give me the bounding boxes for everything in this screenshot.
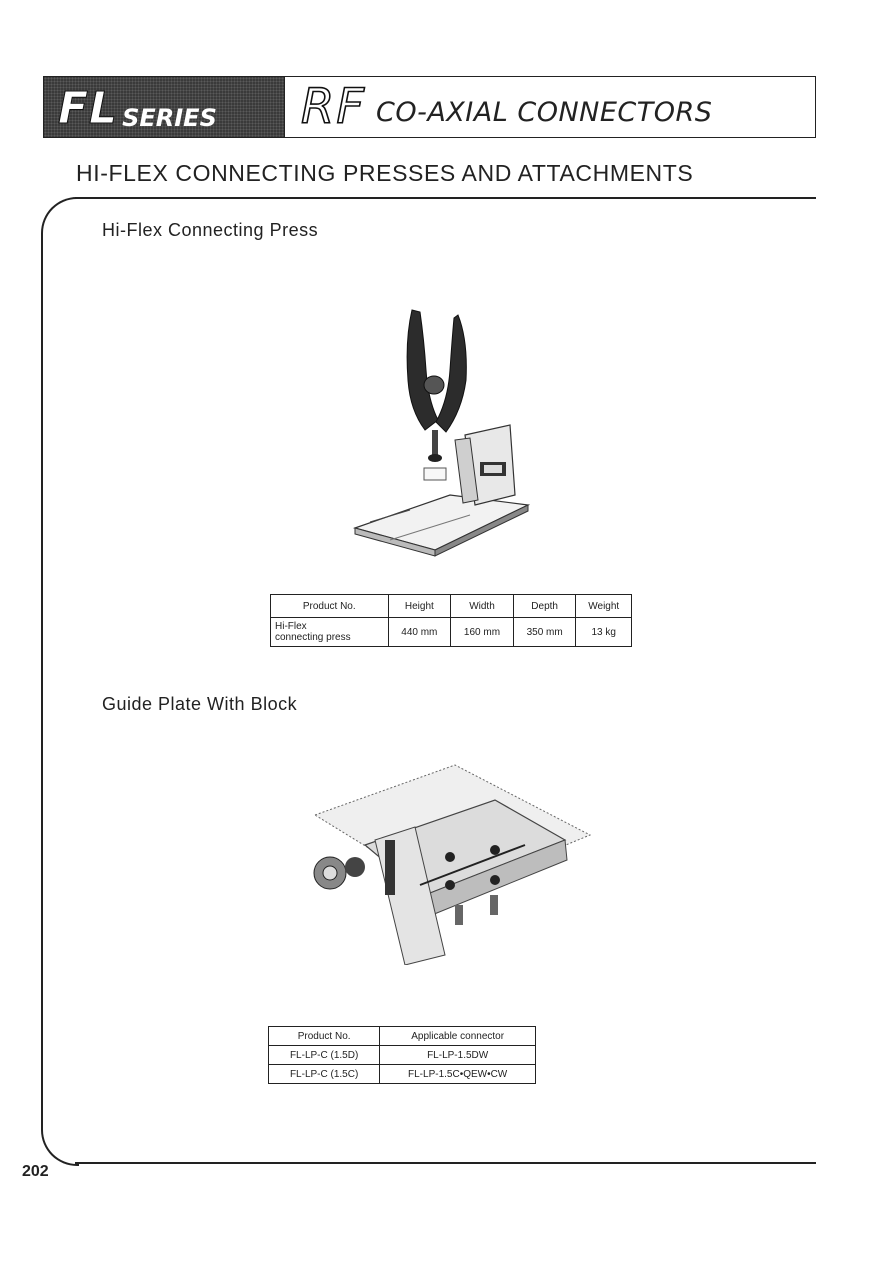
col-header: Product No. xyxy=(271,595,389,618)
press-title: Hi-Flex Connecting Press xyxy=(102,220,319,240)
product-cell: FL-LP-C (1.5D) xyxy=(269,1046,380,1065)
product-line: Hi-Flex xyxy=(275,621,307,632)
series-banner xyxy=(43,76,816,138)
table-row xyxy=(269,1046,536,1065)
frame-bottom-rule xyxy=(75,1162,816,1164)
press-spec-table xyxy=(270,594,632,647)
section-title: HI-FLEX CONNECTING PRESSES AND ATTACHMENTS xyxy=(76,160,694,186)
guide-plate-table xyxy=(268,1026,536,1084)
connector-cell: FL-LP-1.5C•QEW•CW xyxy=(380,1065,536,1084)
table-row xyxy=(269,1065,536,1084)
frame-left-rule xyxy=(41,235,43,1125)
width-cell: 160 mm xyxy=(451,618,514,647)
table-header-row xyxy=(269,1027,536,1046)
series-code: FL xyxy=(58,83,119,134)
product-cell xyxy=(271,618,389,647)
col-header: Height xyxy=(388,595,451,618)
guide-plate-photo xyxy=(305,745,595,965)
frame-top-rule xyxy=(75,197,816,199)
height-cell: 440 mm xyxy=(388,618,451,647)
col-header: Applicable connector xyxy=(380,1027,536,1046)
col-header: Depth xyxy=(513,595,576,618)
catalog-title xyxy=(284,77,815,137)
series-word: SERIES xyxy=(122,104,217,132)
guide-title: Guide Plate With Block xyxy=(102,694,298,714)
col-header: Weight xyxy=(576,595,632,618)
depth-cell: 350 mm xyxy=(513,618,576,647)
connector-cell: FL-LP-1.5DW xyxy=(380,1046,536,1065)
table-header-row xyxy=(271,595,632,618)
frame-corner-bottom xyxy=(41,1124,79,1166)
table-row xyxy=(271,618,632,647)
product-cell: FL-LP-C (1.5C) xyxy=(269,1065,380,1084)
col-header: Width xyxy=(451,595,514,618)
frame-corner-top xyxy=(41,197,79,239)
weight-cell: 13 kg xyxy=(576,618,632,647)
series-label xyxy=(44,77,284,137)
connector-type-title: CO-AXIAL CONNECTORS xyxy=(375,96,713,128)
page-number: 202 xyxy=(22,1163,49,1180)
press-photo xyxy=(350,300,530,560)
col-header: Product No. xyxy=(269,1027,380,1046)
rf-label: RF xyxy=(301,79,366,135)
product-line: connecting press xyxy=(275,632,351,643)
